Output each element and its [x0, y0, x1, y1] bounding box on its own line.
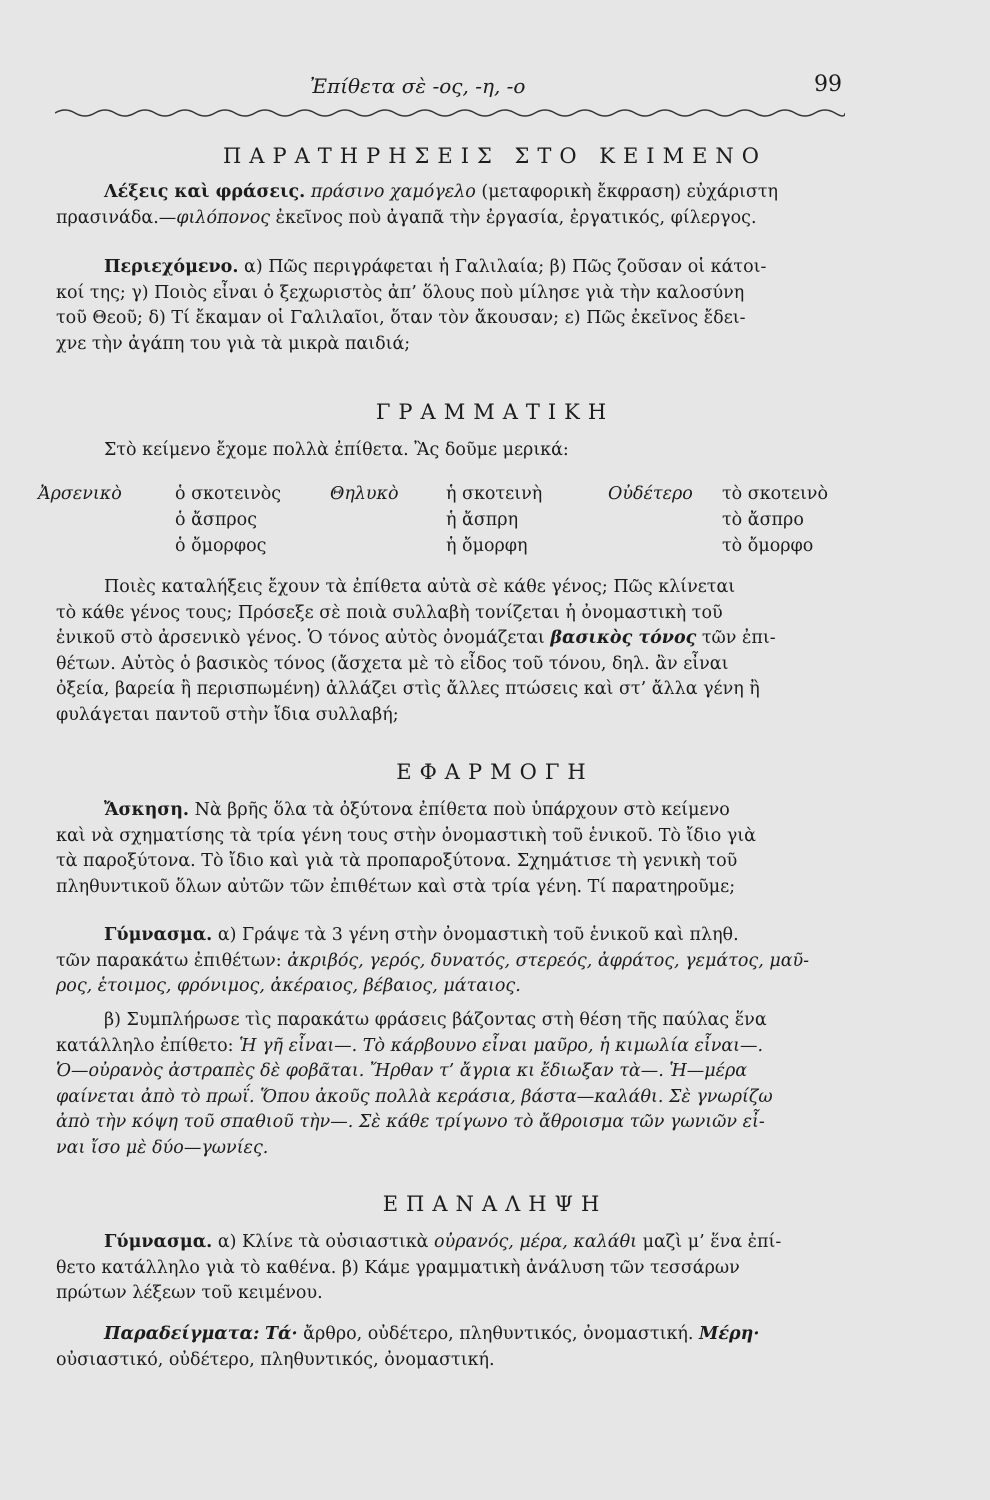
- example-meri: Μέρη·: [699, 1324, 760, 1344]
- gymnasma-label: Γύμνασμα.: [104, 925, 213, 945]
- neut-label: Οὐδέτερο: [608, 484, 693, 504]
- gymnasma-line-2-adjectives: ἀκριβός, γερός, δυνατός, στερεός, ἀφράτος, γεμάτος, μαῦ-: [287, 950, 810, 971]
- beta-line-1: β) Συμπλήρωσε τὶς παρακάτω φράσεις βάζοντας στὴ θέση τῆς παύλας ἕνα: [104, 1010, 767, 1030]
- grammatiki-line-2: τὸ κάθε γένος τους; Πρόσεξε σὲ ποιὰ συλλαβὴ τονίζεται ἡ ὀνομαστικὴ τοῦ: [56, 602, 723, 623]
- neut-form-2: τὸ ἄσπρο: [722, 510, 804, 530]
- askisi-line-4: πληθυντικοῦ ὅλων αὐτῶν τῶν ἐπιθέτων καὶ στὰ τρία γένη. Τί παρατηροῦμε;: [56, 876, 736, 897]
- askisi-line-1: Νὰ βρῆς ὅλα τὰ ὀξύτονα ἐπίθετα ποὺ ὑπάρχουν στὸ κείμενο: [194, 800, 730, 820]
- fem-form-3: ἡ ὄμορφη: [446, 536, 528, 556]
- epanalipsi-line-1b: μαζὶ μ’ ἕνα ἐπί-: [642, 1232, 782, 1252]
- periexomeno-label: Περιεχόμενο.: [104, 257, 239, 277]
- grammatiki-line-3a: ἑνικοῦ στὸ ἀρσενικὸ γένος. Ὁ τόνος αὐτὸς ὀνομάζεται: [56, 628, 545, 648]
- periexomeno-line-3: τοῦ Θεοῦ; δ) Τί ἔκαμαν οἱ Γαλιλαῖοι, ὅταν τὸν ἄκουσαν; ε) Πῶς ἐκεῖνος ἔδει-: [56, 308, 746, 328]
- gymnasma-paragraph: [56, 923, 840, 1000]
- periexomeno-line-4: χνε τὴν ἀγάπη του γιὰ τὰ μικρὰ παιδιά;: [56, 333, 411, 354]
- grammatiki-line-6: φυλάγεται παντοῦ στὴν ἴδια συλλαβή;: [56, 704, 399, 725]
- lexeis-text-2a: πρασινάδα.—: [56, 207, 177, 228]
- beta-line-3: Ὁ—οὐρανὸς ἀστραπὲς δὲ φοβᾶται. Ἤρθαν τ’ ἄγρια κι ἔδιωξαν τὰ—. Ἡ—μέρα: [56, 1061, 748, 1081]
- lexeis-paragraph: [56, 180, 840, 231]
- epanalipsi-gymnasma-label: Γύμνασμα.: [104, 1232, 213, 1252]
- masc-form-1: ὁ σκοτεινὸς: [175, 484, 282, 504]
- section-heading-grammatiki: ΓΡΑΜΜΑΤΙΚΗ: [375, 400, 615, 424]
- neut-form-3: τὸ ὄμορφο: [722, 536, 814, 556]
- grammatiki-line-1: Ποιὲς καταλήξεις ἔχουν τὰ ἐπίθετα αὐτὰ σὲ κάθε γένος; Πῶς κλίνεται: [104, 577, 736, 597]
- epanalipsi-nouns: οὐρανός, μέρα, καλάθι: [434, 1232, 638, 1252]
- gymnasma-line-2a: τῶν παρακάτω ἐπιθέτων:: [56, 950, 282, 971]
- vasikos-tonos-term: βασικὸς τόνος: [550, 628, 697, 648]
- lexeis-text-1: (μεταφορικὴ ἔκφραση) εὐχάριστη: [481, 182, 778, 202]
- epanalipsi-line-3: πρώτων λέξεων τοῦ κειμένου.: [56, 1283, 323, 1303]
- grammatiki-line-3b: τῶν ἐπι-: [701, 628, 776, 648]
- periexomeno-line-1: α) Πῶς περιγράφεται ἡ Γαλιλαία; β) Πῶς ζοῦσαν οἱ κάτοι-: [244, 257, 767, 277]
- beta-line-6: ναι ἴσο μὲ δύο—γωνίες.: [56, 1137, 269, 1158]
- askisi-label: Ἄσκηση.: [104, 800, 190, 820]
- grammatiki-paragraph: [56, 575, 840, 728]
- askisi-line-2: καὶ νὰ σχηματίσης τὰ τρία γένη τους στὴν ὀνομαστικὴ τοῦ ἑνικοῦ. Τὸ ἴδιο γιὰ: [56, 825, 756, 846]
- fem-form-1: ἡ σκοτεινὴ: [446, 484, 543, 504]
- section-heading-efarmogi: ΕΦΑΡΜΟΓΗ: [396, 760, 594, 784]
- gymnasma-line-3-adjectives: ρος, ἑτοιμος, φρόνιμος, ἀκέραιος, βέβαιος, μάταιος.: [56, 976, 521, 996]
- beta-paragraph: [56, 1008, 840, 1161]
- masc-form-3: ὁ ὄμορφος: [175, 536, 267, 556]
- grammatiki-intro: [56, 438, 840, 464]
- fem-label: Θηλυκὸ: [330, 484, 399, 504]
- askisi-line-3: τὰ παροξύτονα. Τὸ ἴδιο καὶ γιὰ τὰ προπαροξύτονα. Σχημάτισε τὴ γενικὴ τοῦ: [56, 851, 738, 871]
- running-header-title: Ἐπίθετα σὲ -ος, -η, -ο: [310, 74, 526, 98]
- beta-line-2a: κατάλληλο ἐπίθετο:: [56, 1035, 234, 1056]
- askisi-paragraph: [56, 798, 840, 900]
- masc-label: Ἀρσενικὸ: [38, 484, 122, 504]
- examples-label: Παραδείγματα:: [104, 1324, 260, 1344]
- wavy-header-rule: [55, 105, 845, 121]
- beta-line-4: φαίνεται ἀπὸ τὸ πρωΐ. Ὅπου ἀκοῦς πολλὰ κεράσια, βάστα—καλάθι. Σὲ γνωρίζω: [56, 1086, 773, 1107]
- periexomeno-line-2: κοί της; γ) Ποιὸς εἶναι ὁ ξεχωριστὸς ἀπ’ ὅλους ποὺ μίλησε γιὰ τὴν καλοσύνη: [56, 282, 745, 303]
- lexeis-term-1: πράσινο χαμόγελο: [310, 182, 476, 202]
- beta-line-5: ἀπὸ τὴν κόψη τοῦ σπαθιοῦ τὴν—. Σὲ κάθε τρίγωνο τὸ ἄθροισμα τῶν γωνιῶν εἶ-: [56, 1112, 765, 1132]
- section-heading-epanalipsi: ΕΠΑΝΑΛΗΨΗ: [382, 1192, 608, 1216]
- beta-line-2-phrases: Ἡ γῆ εἶναι—. Τὸ κάρβουνο εἶναι μαῦρο, ἡ κιμωλία εἶναι—.: [239, 1035, 764, 1056]
- epanalipsi-paragraph: [56, 1230, 840, 1307]
- example-rest-1: ἄρθρο, οὐδέτερο, πληθυντικός, ὀνομαστική.: [303, 1324, 694, 1344]
- epanalipsi-line-2: θετο κατάλληλο γιὰ τὸ καθένα. β) Κάμε γραμματικὴ ἀνάλυση τῶν τεσσάρων: [56, 1257, 740, 1278]
- masc-form-2: ὁ ἄσπρος: [175, 510, 257, 530]
- grammatiki-line-4: θέτων. Αὐτὸς ὁ βασικὸς τόνος (ἄσχετα μὲ τὸ εἶδος τοῦ τόνου, δηλ. ἂν εἶναι: [56, 653, 729, 674]
- grammatiki-intro-text: Στὸ κείμενο ἔχομε πολλὰ ἐπίθετα. Ἂς δοῦμε μερικά:: [104, 440, 569, 460]
- example-ta: Τά·: [265, 1324, 298, 1344]
- lexeis-term-2: φιλόπονος: [176, 207, 271, 228]
- lexeis-label: Λέξεις καὶ φράσεις.: [104, 182, 306, 202]
- fem-form-2: ἡ ἄσπρη: [446, 510, 519, 530]
- examples-paragraph: [56, 1322, 840, 1373]
- gymnasma-line-1: α) Γράψε τὰ 3 γένη στὴν ὀνομαστικὴ τοῦ ἑνικοῦ καὶ πληθ.: [217, 925, 739, 945]
- page-number: 99: [814, 72, 842, 97]
- periexomeno-paragraph: [56, 255, 840, 357]
- lexeis-text-2b: ἐκεῖνος ποὺ ἀγαπᾶ τὴν ἐργασία, ἐργατικός, φίλεργος.: [275, 207, 757, 228]
- example-line-2: οὐσιαστικό, οὐδέτερο, πληθυντικός, ὀνομαστική.: [56, 1349, 495, 1370]
- section-heading-paratiriseis: ΠΑΡΑΤΗΡΗΣΕΙΣ ΣΤΟ ΚΕΙΜΕΝΟ: [222, 144, 768, 168]
- grammatiki-line-5: ὀξεία, βαρεία ἢ περισπωμένη) ἀλλάζει στὶς ἄλλες πτώσεις καὶ στ’ ἄλλα γένη ἢ: [56, 679, 760, 699]
- epanalipsi-line-1a: α) Κλίνε τὰ οὐσιαστικὰ: [217, 1232, 429, 1252]
- neut-form-1: τὸ σκοτεινὸ: [722, 484, 828, 504]
